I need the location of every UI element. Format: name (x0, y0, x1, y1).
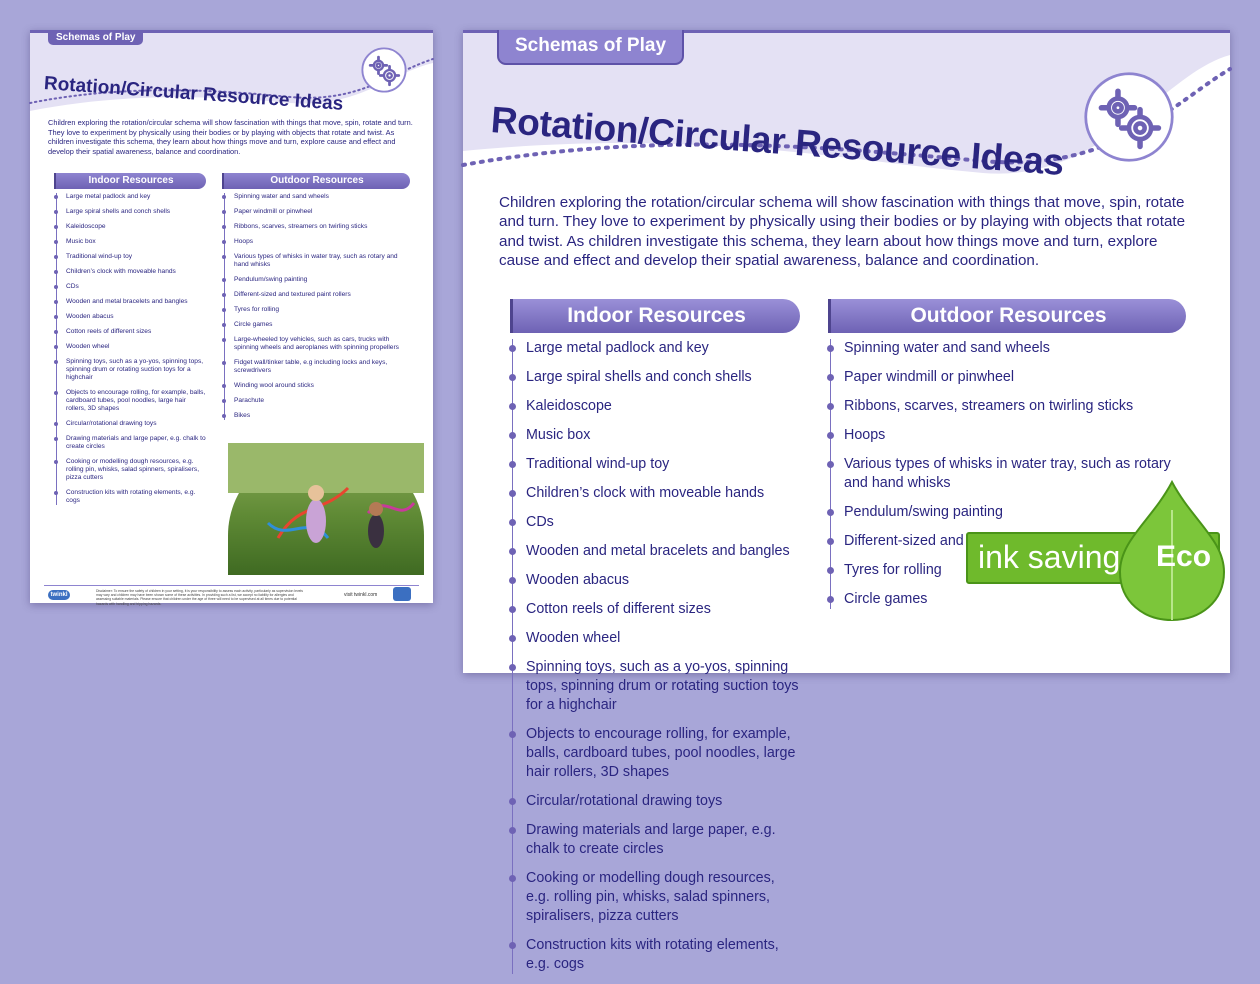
gears-icon (361, 47, 407, 93)
ink-saving-label: ink saving (978, 539, 1121, 575)
outdoor-heading: Outdoor Resources (222, 173, 410, 189)
outdoor-item-large: Tyres for rolling (841, 561, 1186, 580)
outdoor-item: Parachute (230, 397, 410, 405)
disclaimer-text: Disclaimer: To ensure the safety of children in your setting, it is your responsibility to assess each activity, particularly as supervision levels may vary and children may have been shown some of these activities. In providing such a list, we accept no liability for allergies and assessing suitable materials. Please ensure that children under the age of three will need to be supervised at all times due to potential hazards with handling and tripping hazards. (96, 589, 303, 606)
outdoor-item-large: Spinning water and sand wheels (841, 339, 1186, 358)
outdoor-item: Paper windmill or pinwheel (230, 208, 410, 216)
indoor-item-large: Wooden abacus (523, 571, 800, 590)
outdoor-item-large: Hoops (841, 426, 1186, 445)
indoor-item: Large metal padlock and key (62, 193, 206, 201)
indoor-item: Circular/rotational drawing toys (62, 420, 206, 428)
indoor-item-large: Large spiral shells and conch shells (523, 368, 800, 387)
indoor-item-large: Kaleidoscope (523, 397, 800, 416)
indoor-item-large: CDs (523, 513, 800, 532)
outdoor-list (224, 193, 410, 420)
indoor-list (56, 193, 206, 505)
children-playing-photo (228, 443, 424, 575)
indoor-item: Drawing materials and large paper, e.g. chalk to create circles (62, 435, 206, 451)
indoor-heading: Indoor Resources (54, 173, 206, 189)
outdoor-item: Winding wool around sticks (230, 382, 410, 390)
indoor-item: CDs (62, 283, 206, 291)
outdoor-item: Bikes (230, 412, 410, 420)
indoor-item-large: Circular/rotational drawing toys (523, 792, 800, 811)
schema-tag: Schemas of Play (48, 30, 143, 45)
indoor-item-large: Large metal padlock and key (523, 339, 800, 358)
indoor-item-large: Objects to encourage rolling, for example, balls, cardboard tubes, pool noodles, large hair rollers, 3D shapes (523, 725, 800, 782)
gears-icon-large (1083, 71, 1175, 163)
outdoor-item: Large-wheeled toy vehicles, such as cars, trucks with spinning wheels and aeroplanes with spinning propellers (230, 336, 410, 352)
indoor-item: Construction kits with rotating elements, e.g. cogs (62, 489, 206, 505)
outdoor-item-large: Different-sized and (841, 532, 1186, 551)
indoor-item-large: Spinning toys, such as a yo-yos, spinning tops, spinning drum or rotating suction toys for a highchair (523, 658, 800, 715)
eco-label: Eco (1156, 540, 1212, 573)
indoor-item: Wooden abacus (62, 313, 206, 321)
eco-ink-saving-badge (966, 480, 1246, 630)
indoor-item-large: Wooden wheel (523, 629, 800, 648)
intro-paragraph: Children exploring the rotation/circular schema will show fascination with things that move, spin, rotate and turn. They love to experiment by physically using their bodies or by playing with objects that rotate and twist. As children investigate this schema, they learn about how things move and turn, explore cause and effect and develop their spatial awareness, balance and coordination. (48, 118, 413, 156)
outdoor-item: Ribbons, scarves, streamers on twirling sticks (230, 223, 410, 231)
document-thumbnail (30, 30, 433, 606)
indoor-column (54, 173, 206, 512)
indoor-item: Cooking or modelling dough resources, e.g. rolling pin, whisks, salad spinners, spiralisers, pizza cutters (62, 458, 206, 482)
twinkl-logo[interactable]: twinkl (48, 590, 70, 600)
outdoor-heading-large: Outdoor Resources (828, 299, 1186, 333)
outdoor-item-large: Pendulum/swing painting (841, 503, 1186, 522)
visit-link[interactable]: visit twinkl.com (344, 592, 378, 598)
indoor-item-large: Cotton reels of different sizes (523, 600, 800, 619)
indoor-item: Spinning toys, such as a yo-yos, spinning tops, spinning drum or rotating suction toys for a highchair (62, 358, 206, 382)
outdoor-item: Fidget wall/tinker table, e.g including locks and keys, screwdrivers (230, 359, 410, 375)
outdoor-item-large: Paper windmill or pinwheel (841, 368, 1186, 387)
indoor-item: Wooden wheel (62, 343, 206, 351)
outdoor-item: Pendulum/swing painting (230, 276, 410, 284)
intro-paragraph-large: Children exploring the rotation/circular schema will show fascination with things that move, spin, rotate and turn. They love to experiment by physically using their bodies or by playing with objects that rotate and twist. As children investigate this schema, they learn about how things move and turn, explore cause and effect and develop their spatial awareness, balance and coordination. (499, 194, 1186, 270)
indoor-column-large (510, 299, 800, 984)
indoor-list-large (512, 339, 800, 974)
outdoor-item-large: Various types of whisks in water tray, such as rotary and hand whisks (841, 455, 1186, 493)
indoor-item: Kaleidoscope (62, 223, 206, 231)
indoor-item-large: Traditional wind-up toy (523, 455, 800, 474)
outdoor-column (222, 173, 410, 427)
indoor-item: Traditional wind-up toy (62, 253, 206, 261)
indoor-item: Cotton reels of different sizes (62, 328, 206, 336)
indoor-item: Large spiral shells and conch shells (62, 208, 206, 216)
indoor-heading-large: Indoor Resources (510, 299, 800, 333)
indoor-item: Wooden and metal bracelets and bangles (62, 298, 206, 306)
page-title: Rotation/Circular Resource Ideas (43, 73, 344, 115)
schema-tag-large: Schemas of Play (497, 30, 684, 65)
indoor-item-large: Wooden and metal bracelets and bangles (523, 542, 800, 561)
outdoor-item: Circle games (230, 321, 410, 329)
outdoor-item: Various types of whisks in water tray, such as rotary and hand whisks (230, 253, 410, 269)
indoor-item: Music box (62, 238, 206, 246)
indoor-item-large: Children’s clock with moveable hands (523, 484, 800, 503)
outdoor-item: Spinning water and sand wheels (230, 193, 410, 201)
indoor-item-large: Drawing materials and large paper, e.g. chalk to create circles (523, 821, 800, 859)
indoor-item: Children’s clock with moveable hands (62, 268, 206, 276)
indoor-item-large: Cooking or modelling dough resources, e.g. rolling pin, whisks, salad spinners, spiralisers, pizza cutters (523, 869, 800, 926)
twinkl-badge-icon (393, 587, 411, 601)
footer (44, 585, 419, 604)
outdoor-item-large: Ribbons, scarves, streamers on twirling sticks (841, 397, 1186, 416)
outdoor-item: Different-sized and textured paint rollers (230, 291, 410, 299)
indoor-item: Objects to encourage rolling, for example, balls, cardboard tubes, pool noodles, large hair rollers, 3D shapes (62, 389, 206, 413)
page-title-large: Rotation/Circular Resource Ideas (489, 99, 1066, 184)
outdoor-item: Hoops (230, 238, 410, 246)
indoor-item-large: Construction kits with rotating elements, e.g. cogs (523, 936, 800, 974)
indoor-item-large: Music box (523, 426, 800, 445)
outdoor-item: Tyres for rolling (230, 306, 410, 314)
outdoor-item-large: Circle games (841, 590, 1186, 609)
